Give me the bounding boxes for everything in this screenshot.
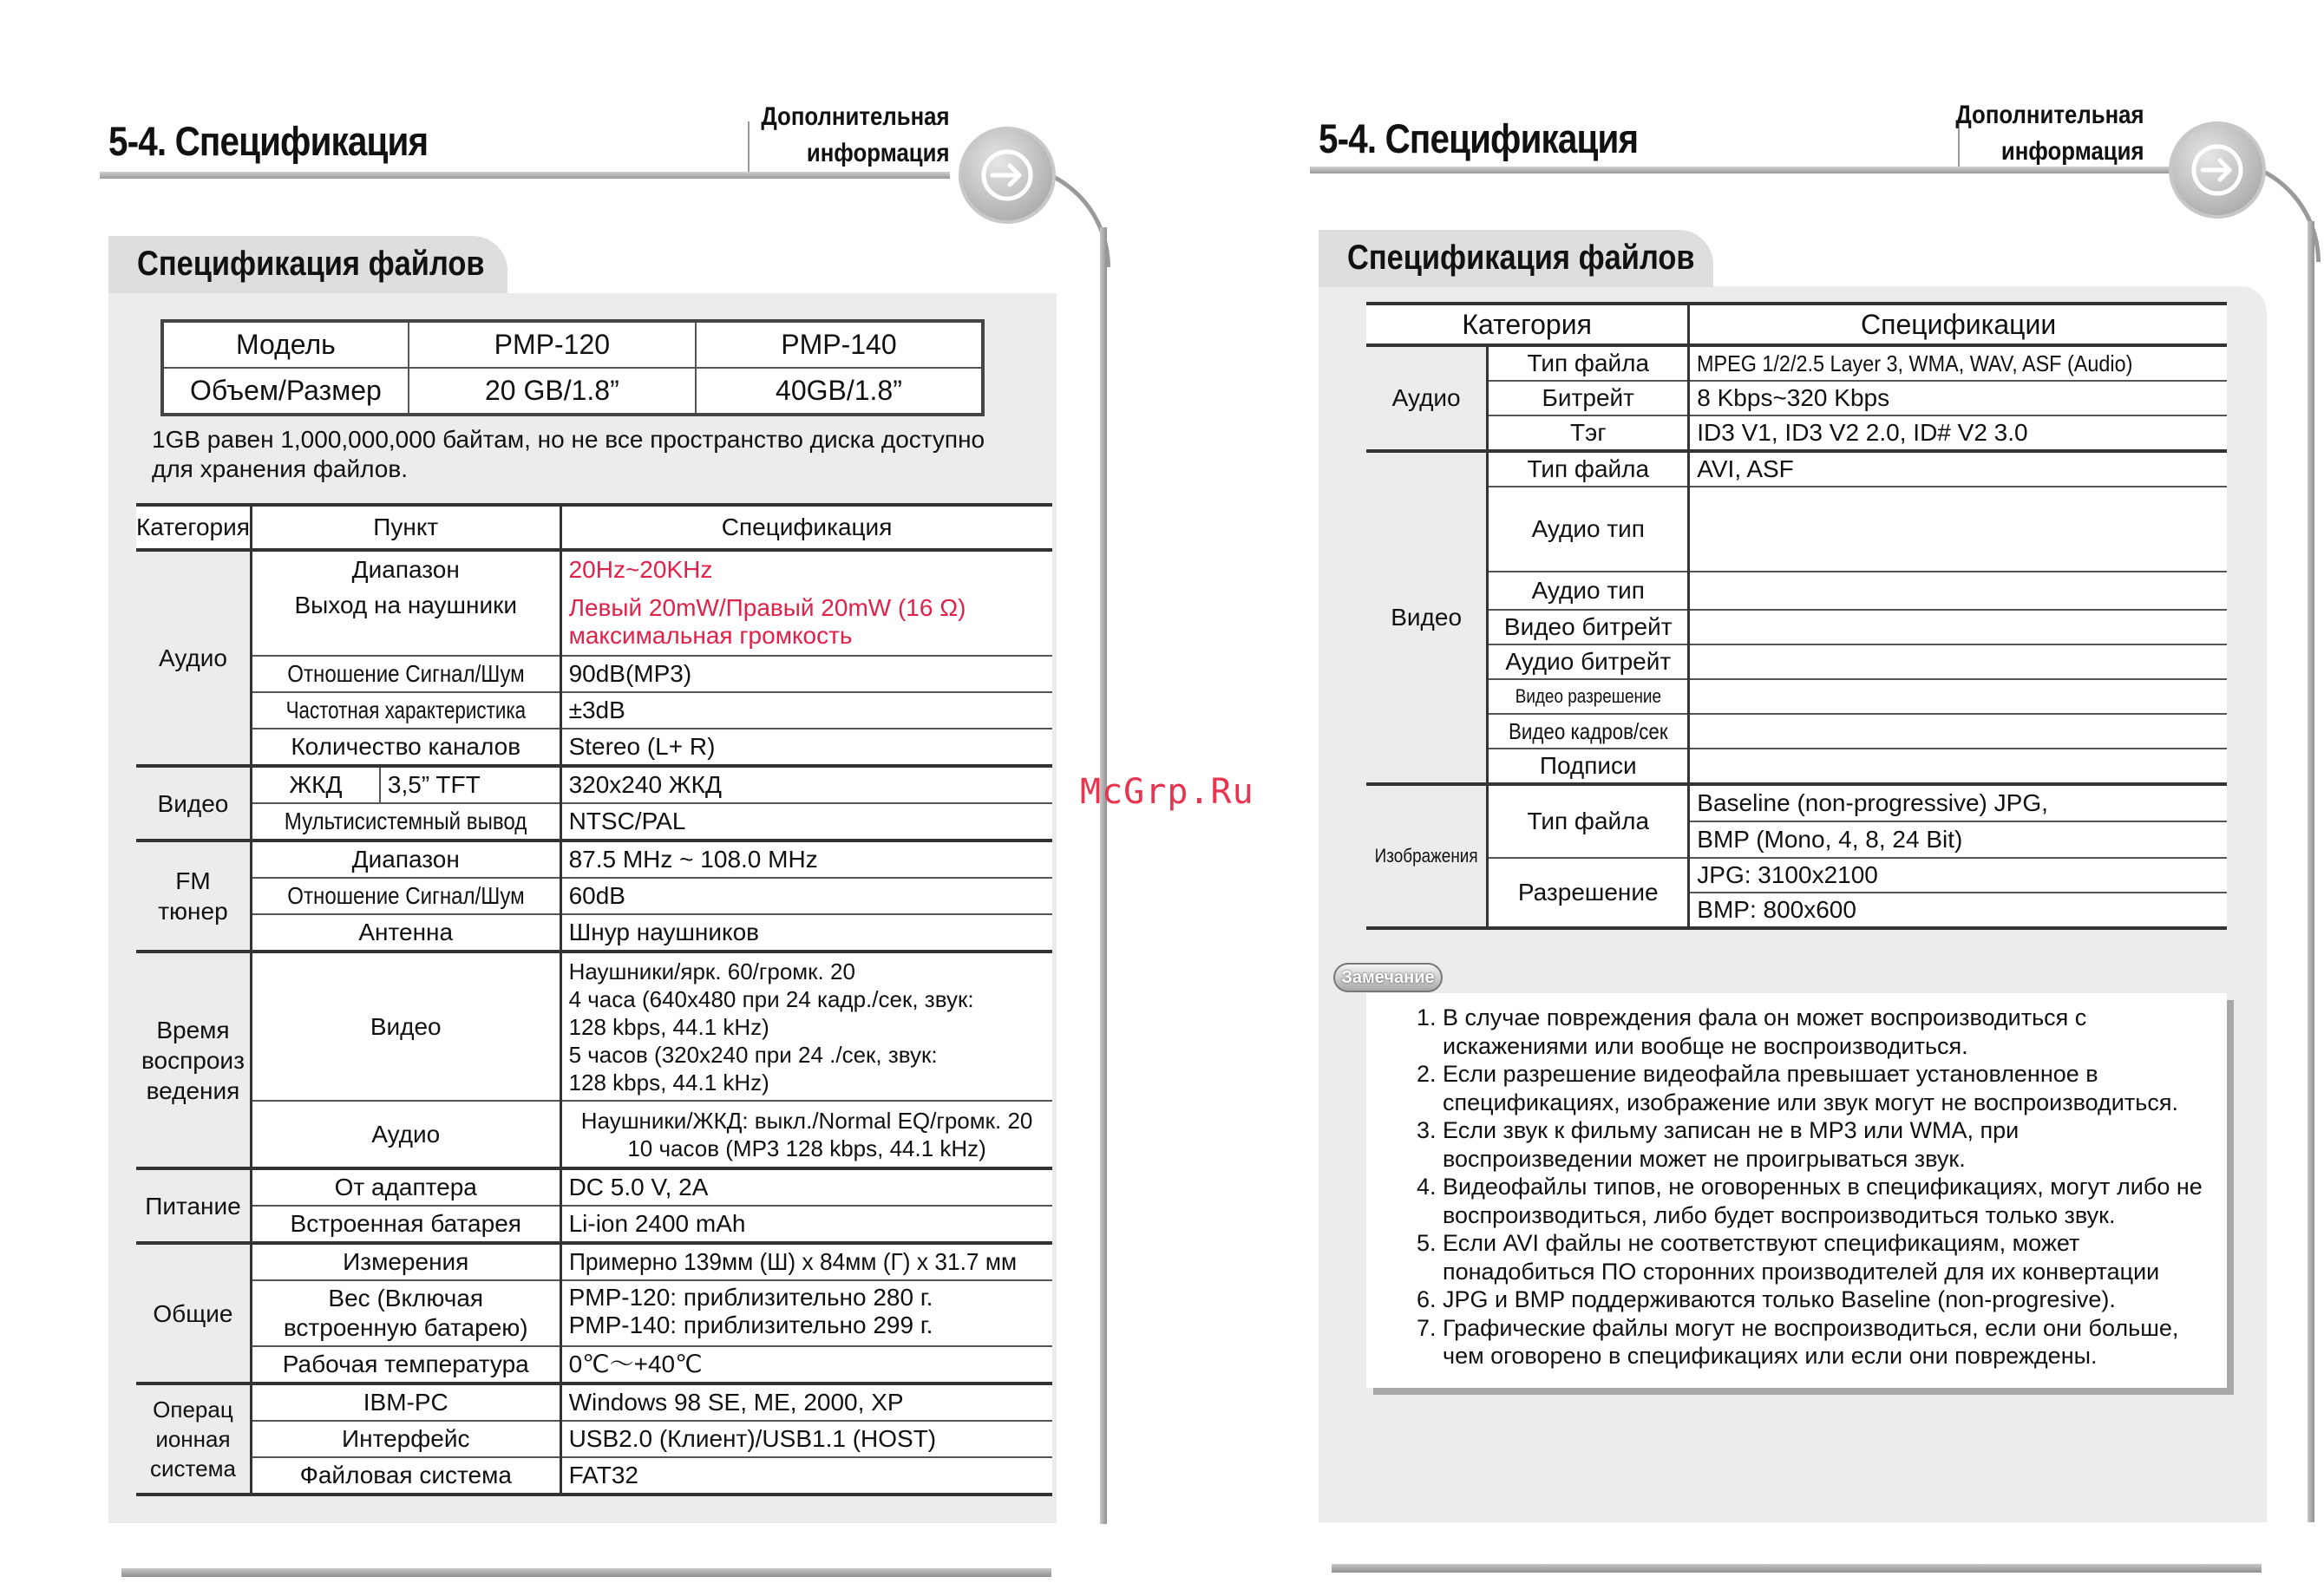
category-os-line3: система bbox=[149, 1455, 236, 1482]
val-headphone bbox=[560, 588, 1051, 656]
list-item: 3. Если звук к фильму записан не в MP3 или WMA, при воспроизведении может не проигрываться звук. bbox=[1443, 1116, 2209, 1173]
table-row bbox=[1366, 644, 2227, 679]
val-temp: 0℃～+40℃ bbox=[560, 1346, 1051, 1383]
val-image-filetype bbox=[1689, 784, 2227, 858]
val-playtime-audio-line1: Наушники/ЖКД: выкл./Normal EQ/громк. 20 bbox=[580, 1107, 1033, 1134]
item-audio-tag: Тэг bbox=[1488, 415, 1689, 451]
item-range: Диапазон bbox=[251, 550, 560, 588]
decorative-vertical-line bbox=[1100, 227, 1107, 1524]
table-row bbox=[1366, 714, 2227, 749]
table-row bbox=[162, 368, 983, 415]
table-row bbox=[1366, 345, 2227, 381]
val-playtime-video bbox=[560, 952, 1051, 1101]
val-dims bbox=[560, 1243, 1051, 1280]
watermark-text: McGrp.Ru bbox=[1080, 772, 1254, 812]
item-headphone: Выход на наушники bbox=[251, 588, 560, 656]
capacity-pmp140: 40GB/1.8” bbox=[696, 368, 983, 415]
val-fm-snr: 60dB bbox=[560, 878, 1051, 914]
list-item: 5. Если AVI файлы не соответствуют спецификациям, может понадобиться ПО сторонних производителей для их конвертации bbox=[1443, 1229, 2209, 1285]
category-playtime-line1: Время bbox=[156, 1016, 230, 1043]
table-row bbox=[1366, 451, 2227, 487]
item-audio-bitrate: Битрейт bbox=[1488, 381, 1689, 415]
table-row bbox=[136, 878, 1052, 914]
item-channels: Количество каналов bbox=[251, 729, 560, 764]
item-weight bbox=[251, 1280, 560, 1346]
val-image-res-line2: BMP: 800x600 bbox=[1697, 896, 1856, 923]
section-title: Спецификация файлов bbox=[1347, 239, 1695, 277]
model-pmp140: PMP-140 bbox=[696, 321, 983, 368]
val-antenna: Шнур наушников bbox=[560, 914, 1051, 952]
val-playtime-video-line2: 4 часа (640x480 при 24 кадр./сек, звук: bbox=[568, 985, 974, 1012]
table-row bbox=[1366, 487, 2227, 572]
item-multi-text: Мультисистемный вывод bbox=[284, 808, 527, 834]
category-playtime-line3: ведения bbox=[146, 1076, 240, 1104]
val-interface: USB2.0 (Клиент)/USB1.1 (HOST) bbox=[560, 1421, 1051, 1457]
val-snr: 90dB(MP3) bbox=[560, 656, 1051, 692]
val-channels: Stereo (L+ R) bbox=[560, 729, 1051, 764]
val-empty bbox=[1689, 487, 2227, 572]
item-video-filetype: Тип файла bbox=[1488, 451, 1689, 487]
next-arrow-button[interactable] bbox=[959, 127, 1056, 224]
table-row bbox=[136, 841, 1052, 878]
notes-box bbox=[1366, 993, 2227, 1388]
val-playtime-video-line5: 128 kbps, 44.1 kHz) bbox=[568, 1069, 769, 1096]
table-header-row bbox=[136, 505, 1052, 550]
item-video-audiotype-2: Аудио тип bbox=[1488, 572, 1689, 610]
val-empty bbox=[1689, 610, 2227, 644]
val-video-filetype: AVI, ASF bbox=[1689, 451, 2227, 487]
item-fm-snr-text: Отношение Сигнал/Шум bbox=[287, 882, 525, 909]
item-freq-text: Частотная характеристика bbox=[285, 697, 527, 723]
item-adapter: От адаптера bbox=[251, 1168, 560, 1206]
table-row bbox=[136, 729, 1052, 764]
header-category: Категория bbox=[1366, 304, 1689, 345]
extra-info-label bbox=[762, 99, 950, 172]
header-spec: Спецификация bbox=[560, 505, 1051, 550]
item-interface: Интерфейс bbox=[251, 1421, 560, 1457]
table-header-row bbox=[1366, 304, 2227, 345]
val-dims-text: Примерно 139мм (Ш) x 84мм (Г) x 31.7 мм bbox=[568, 1248, 1017, 1275]
val-audio-filetype-text: MPEG 1/2/2.5 Layer 3, WMA, WAV, ASF (Audio) bbox=[1697, 350, 2133, 376]
category-audio: Аудио bbox=[1366, 345, 1488, 451]
table-row bbox=[136, 1243, 1052, 1280]
item-weight-line2: встроенную батарею) bbox=[283, 1314, 528, 1341]
disk-note: 1GB равен 1,000,000,000 байтам, но не все пространство диска доступно для хранения файлов. bbox=[152, 426, 985, 482]
val-battery: Li-ion 2400 mAh bbox=[560, 1206, 1051, 1243]
list-item: 2. Если разрешение видеофайла превышает установленное в спецификациях, изображение или звук могут не воспроизводиться. bbox=[1443, 1060, 2209, 1116]
extra-info-line1: Дополнительная bbox=[1955, 101, 2144, 129]
table-row bbox=[136, 766, 1052, 803]
val-pc: Windows 98 SE, ME, 2000, XP bbox=[560, 1383, 1051, 1421]
item-pc: IBM-PC bbox=[251, 1383, 560, 1421]
extra-info-label bbox=[1956, 97, 2144, 170]
val-playtime-audio-line2: 10 часов (MP3 128 kbps, 44.1 kHz) bbox=[627, 1135, 986, 1161]
category-playtime bbox=[136, 952, 251, 1168]
item-snr bbox=[251, 656, 560, 692]
table-row bbox=[136, 952, 1052, 1101]
section-tab bbox=[108, 236, 507, 293]
title-rule bbox=[1310, 167, 2186, 173]
item-video-resolution bbox=[1488, 679, 1689, 714]
val-headphone-line2: максимальная громкость bbox=[568, 621, 853, 649]
header-spec: Спецификации bbox=[1689, 304, 2227, 345]
category-playtime-line2: воспроиз bbox=[141, 1046, 245, 1074]
table-row bbox=[162, 321, 983, 368]
val-multi: NTSC/PAL bbox=[560, 803, 1051, 841]
list-item: 1. В случае повреждения фала он может воспроизводиться с искажениями или вообще не воспроизводиться. bbox=[1443, 1004, 2209, 1060]
val-empty bbox=[1689, 572, 2227, 610]
category-fm: FM тюнер bbox=[136, 841, 251, 952]
val-weight-line1: PMP-120: приблизительно 280 г. bbox=[568, 1284, 933, 1311]
table-row bbox=[1366, 749, 2227, 784]
table-row bbox=[136, 1280, 1052, 1346]
table-row bbox=[1366, 415, 2227, 451]
val-image-res-line1: JPG: 3100x2100 bbox=[1690, 859, 2227, 893]
item-freq bbox=[251, 692, 560, 729]
table-row bbox=[1366, 679, 2227, 714]
arrow-right-icon bbox=[2190, 143, 2244, 197]
val-audio-filetype bbox=[1689, 345, 2227, 381]
item-image-filetype: Тип файла bbox=[1488, 784, 1689, 858]
item-video-subs: Подписи bbox=[1488, 749, 1689, 784]
val-audio-bitrate: 8 Kbps~320 Kbps bbox=[1689, 381, 2227, 415]
capacity-pmp120: 20 GB/1.8” bbox=[409, 368, 696, 415]
item-lcd-text: ЖКД bbox=[252, 768, 381, 802]
val-image-res bbox=[1689, 858, 2227, 928]
section-tab bbox=[1319, 230, 1713, 287]
section-title: Спецификация файлов bbox=[137, 245, 485, 283]
val-empty bbox=[1689, 679, 2227, 714]
item-lcd bbox=[251, 766, 560, 803]
list-item: 6. JPG и BMP поддерживаются только Baseline (non-progresive). bbox=[1443, 1285, 2209, 1314]
item-lcd-size: 3,5” TFT bbox=[387, 771, 481, 798]
table-row bbox=[1366, 381, 2227, 415]
table-row bbox=[1366, 858, 2227, 928]
category-images-text: Изображения bbox=[1374, 845, 1478, 867]
item-fm-range: Диапазон bbox=[251, 841, 560, 878]
category-os-line2: ионная bbox=[155, 1426, 231, 1452]
item-multi bbox=[251, 803, 560, 841]
item-audio-filetype: Тип файла bbox=[1488, 345, 1689, 381]
page-title: 5-4. Спецификация bbox=[1319, 115, 1639, 161]
item-video-audiotype-1: Аудио тип bbox=[1488, 487, 1689, 572]
val-headphone-line1: Левый 20mW/Правый 20mW (16 Ω) bbox=[568, 593, 966, 621]
list-item: 4. Видеофайлы типов, не оговоренных в спецификациях, могут либо не воспроизводиться, либо будет воспроизводиться только звук. bbox=[1443, 1173, 2209, 1229]
item-video-resolution-text: Видео разрешение bbox=[1515, 685, 1661, 707]
model-table bbox=[160, 319, 985, 416]
val-audio-tag: ID3 V1, ID3 V2 2.0, ID# V2 3.0 bbox=[1689, 415, 2227, 451]
table-row bbox=[136, 914, 1052, 952]
item-fm-snr bbox=[251, 878, 560, 914]
model-pmp120: PMP-120 bbox=[409, 321, 696, 368]
spec-table-right bbox=[1366, 302, 2227, 930]
category-os-line1: Операц bbox=[153, 1397, 233, 1423]
item-video-bitrate: Видео битрейт bbox=[1488, 610, 1689, 644]
val-image-filetype-line2: BMP (Mono, 4, 8, 24 Bit) bbox=[1697, 826, 1963, 853]
item-snr-text: Отношение Сигнал/Шум bbox=[287, 660, 525, 687]
table-row bbox=[136, 1168, 1052, 1206]
category-video: Видео bbox=[1366, 451, 1488, 784]
header-category: Категория bbox=[136, 505, 251, 550]
val-playtime-video-line1: Наушники/ярк. 60/громк. 20 bbox=[568, 958, 855, 984]
item-audio-bitrate-video: Аудио битрейт bbox=[1488, 644, 1689, 679]
category-power: Питание bbox=[136, 1168, 251, 1243]
table-row bbox=[136, 1346, 1052, 1383]
item-temp: Рабочая температура bbox=[251, 1346, 560, 1383]
item-video-fps bbox=[1488, 714, 1689, 749]
val-freq: ±3dB bbox=[560, 692, 1051, 729]
category-os bbox=[136, 1383, 251, 1495]
table-row bbox=[136, 588, 1052, 656]
capacity-label: Объем/Размер bbox=[162, 368, 409, 415]
bottom-rule bbox=[121, 1568, 1051, 1577]
val-empty bbox=[1689, 644, 2227, 679]
table-row bbox=[136, 1421, 1052, 1457]
table-row bbox=[136, 692, 1052, 729]
category-general: Общие bbox=[136, 1243, 251, 1383]
val-playtime-audio bbox=[560, 1101, 1051, 1168]
category-video: Видео bbox=[136, 766, 251, 841]
table-row bbox=[136, 1383, 1052, 1421]
val-adapter: DC 5.0 V, 2A bbox=[560, 1168, 1051, 1206]
header-item: Пункт bbox=[251, 505, 560, 550]
item-playtime-video: Видео bbox=[251, 952, 560, 1101]
item-image-res: Разрешение bbox=[1488, 858, 1689, 928]
arrow-right-icon bbox=[980, 148, 1034, 202]
val-fm-range: 87.5 MHz ~ 108.0 MHz bbox=[560, 841, 1051, 878]
extra-info-line1: Дополнительная bbox=[761, 102, 950, 131]
val-empty bbox=[1689, 749, 2227, 784]
table-row bbox=[136, 1457, 1052, 1495]
table-row bbox=[136, 656, 1052, 692]
item-video-fps-text: Видео кадров/сек bbox=[1508, 718, 1668, 744]
val-weight bbox=[560, 1280, 1051, 1346]
note-badge: Замечание bbox=[1333, 963, 1443, 992]
page-title: 5-4. Спецификация bbox=[108, 118, 429, 164]
list-item: 7. Графические файлы могут не воспроизводиться, если они больше, чем оговорено в спецификациях или если они повреждены. bbox=[1443, 1314, 2209, 1370]
val-lcd: 320x240 ЖКД bbox=[560, 766, 1051, 803]
val-weight-line2: PMP-140: приблизительно 299 г. bbox=[568, 1312, 933, 1338]
item-weight-line1: Вес (Включая bbox=[328, 1285, 484, 1312]
table-row bbox=[1366, 610, 2227, 644]
category-images bbox=[1366, 784, 1488, 928]
val-range: 20Hz~20KHz bbox=[560, 550, 1051, 588]
bottom-rule bbox=[1332, 1564, 2262, 1573]
table-row bbox=[136, 803, 1052, 841]
title-separator bbox=[748, 121, 750, 173]
decorative-vertical-line bbox=[2308, 221, 2314, 1522]
item-playtime-audio: Аудио bbox=[251, 1101, 560, 1168]
title-rule bbox=[100, 172, 950, 179]
notes-list bbox=[1418, 1004, 2209, 1370]
next-arrow-button[interactable] bbox=[2169, 121, 2266, 219]
model-label: Модель bbox=[162, 321, 409, 368]
item-antenna: Антенна bbox=[251, 914, 560, 952]
item-filesystem: Файловая система bbox=[251, 1457, 560, 1495]
table-row bbox=[136, 1101, 1052, 1168]
extra-info-line2: информация bbox=[2001, 137, 2144, 166]
item-battery: Встроенная батарея bbox=[251, 1206, 560, 1243]
val-playtime-video-line4: 5 часов (320x240 при 24 ./сек, звук: bbox=[568, 1041, 938, 1068]
val-playtime-video-line3: 128 kbps, 44.1 kHz) bbox=[568, 1013, 769, 1040]
val-filesystem: FAT32 bbox=[560, 1457, 1051, 1495]
val-empty bbox=[1689, 714, 2227, 749]
table-row bbox=[136, 1206, 1052, 1243]
extra-info-line2: информация bbox=[807, 139, 950, 167]
val-image-filetype-line1: Baseline (non-progressive) JPG, bbox=[1690, 786, 2227, 822]
item-dims: Измерения bbox=[251, 1243, 560, 1280]
spec-table-left bbox=[136, 503, 1052, 1496]
table-row bbox=[1366, 784, 2227, 858]
table-row bbox=[136, 550, 1052, 588]
table-row bbox=[1366, 572, 2227, 610]
category-audio: Аудио bbox=[136, 550, 251, 766]
